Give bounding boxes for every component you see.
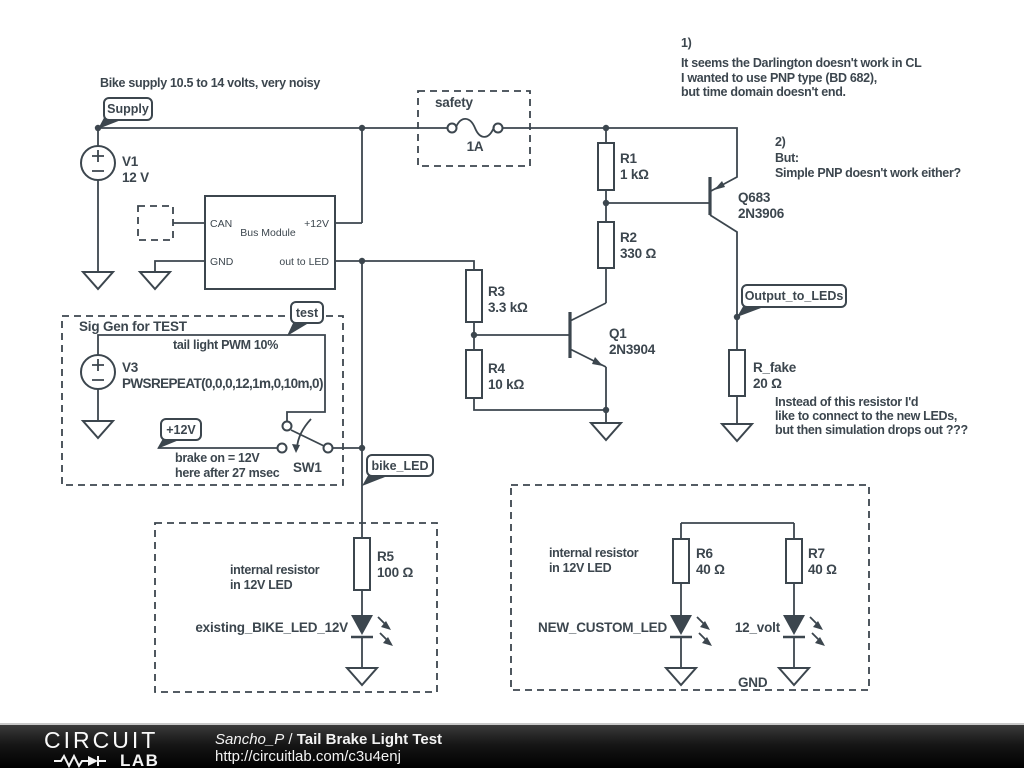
- wire-led-branches: [362, 523, 794, 668]
- junction: [359, 258, 365, 264]
- led-existing-name: existing_BIKE_LED_12V: [195, 620, 348, 635]
- switch-throw-arrow: [292, 444, 300, 453]
- flag-supply-label: Supply: [107, 102, 149, 116]
- switch-sw1: [278, 419, 333, 453]
- bus-pin-out-label: out to LED: [279, 256, 329, 268]
- r5-name: R5: [377, 549, 394, 564]
- led-new-custom: [670, 615, 712, 646]
- led-triangle: [351, 615, 373, 635]
- fuse-rating-label: 1A: [466, 139, 484, 154]
- right-box-note-line1: internal resistor: [549, 546, 639, 560]
- q1-value: 2N3904: [609, 342, 656, 357]
- transistor-q683-pnp: [710, 177, 725, 215]
- led-12-volt-name: 12_volt: [734, 620, 780, 635]
- rfake-note-line1: Instead of this resistor I'd: [775, 395, 919, 409]
- left-box-note-line2: in 12V LED: [230, 578, 293, 592]
- gnd-icon: [779, 668, 809, 685]
- led-12-volt: [783, 615, 825, 646]
- bus-module-title: Bus Module: [240, 227, 296, 239]
- q683-value: 2N3906: [738, 206, 785, 221]
- r7-value: 40 Ω: [808, 562, 837, 577]
- schematic-url[interactable]: http://circuitlab.com/c3u4enj: [215, 748, 401, 765]
- r2-name: R2: [620, 230, 637, 245]
- npn-emitter-arrow: [592, 357, 603, 366]
- flag-test-label: test: [295, 306, 319, 320]
- flag-output-to-leds: [737, 285, 846, 317]
- switch-terminal: [324, 444, 333, 453]
- brake-note-line2: here after 27 msec: [175, 466, 280, 480]
- logo-lab-text: LAB: [120, 751, 160, 770]
- right-box-note-line2: in 12V LED: [549, 561, 612, 575]
- source-v1: [81, 146, 115, 180]
- flag-supply: [98, 98, 152, 129]
- r4-value: 10 kΩ: [488, 377, 525, 392]
- r6-name: R6: [696, 546, 713, 561]
- v3-name: V3: [122, 360, 139, 375]
- junction: [359, 125, 365, 131]
- flag-test: [287, 302, 323, 336]
- note1-line3: but time domain doesn't end.: [681, 85, 846, 99]
- note1-line2: I wanted to use PNP type (BD 682),: [681, 71, 877, 85]
- switch-terminal: [278, 444, 287, 453]
- gnd-icon: [140, 272, 170, 289]
- switch-lever: [291, 430, 324, 446]
- rfake-note-line2: like to connect to the new LEDs,: [775, 409, 958, 423]
- rfake-note-line3: but then simulation drops out ???: [775, 423, 968, 437]
- sig-gen-box-label: Sig Gen for TEST: [79, 319, 187, 334]
- note1-line1: It seems the Darlington doesn't work in CL: [681, 56, 922, 70]
- resistor-diode-icon: [44, 754, 120, 768]
- fuse-terminal: [448, 124, 457, 133]
- junction: [603, 200, 609, 206]
- switch-terminal: [283, 422, 292, 431]
- resistor-r3: [466, 270, 482, 322]
- schematic-byline: [215, 731, 442, 748]
- note2-line1: But:: [775, 151, 799, 165]
- r1-name: R1: [620, 151, 637, 166]
- logo-circuit-text: CIRCUIT: [44, 727, 159, 753]
- fuse-wave: [456, 119, 494, 137]
- left-box-note-line1: internal resistor: [230, 563, 320, 577]
- pnp-emitter-arrow: [714, 181, 725, 190]
- resistor-rfake: [729, 350, 745, 396]
- flag-plus-12v-label: +12V: [166, 423, 196, 437]
- gnd-icon: [83, 421, 113, 438]
- circuitlab-footer: [0, 723, 1024, 768]
- note2-line2: Simple PNP doesn't work either?: [775, 166, 961, 180]
- bus-pin-can-label: CAN: [210, 218, 233, 230]
- r7-name: R7: [808, 546, 825, 561]
- gnd-icon: [347, 668, 377, 685]
- gnd-icon: [722, 424, 752, 441]
- resistor-r4: [466, 350, 482, 398]
- brake-note-line1: brake on = 12V: [175, 451, 260, 465]
- flag-output-to-leds-label: Output_to_LEDs: [744, 289, 844, 303]
- q683-name: Q683: [738, 190, 771, 205]
- bike-supply-note: Bike supply 10.5 to 14 volts, very noisy: [100, 76, 321, 90]
- flag-bike-led: [362, 455, 433, 486]
- wires: [98, 128, 794, 668]
- gnd-text-label: GND: [738, 675, 768, 690]
- safety-box-label: safety: [435, 95, 473, 110]
- fuse-terminal: [494, 124, 503, 133]
- bus-pin-12v-label: +12V: [304, 218, 329, 230]
- new-led-box: [511, 485, 869, 690]
- can-stub-box: [138, 206, 173, 240]
- schematic-meta: [215, 731, 442, 765]
- r1-value: 1 kΩ: [620, 167, 649, 182]
- gnd-icon: [83, 272, 113, 289]
- q1-name: Q1: [609, 326, 627, 341]
- rfake-value: 20 Ω: [753, 376, 782, 391]
- source-v3: [81, 355, 115, 389]
- sw1-name: SW1: [293, 460, 322, 475]
- led-existing-bike-led: [351, 615, 393, 646]
- bus-module: [205, 196, 335, 289]
- resistor-r2: [598, 222, 614, 268]
- junction: [359, 445, 365, 451]
- v1-name: V1: [122, 154, 139, 169]
- r6-value: 40 Ω: [696, 562, 725, 577]
- fuse-f1: [448, 119, 503, 137]
- schematic-title: Tail Brake Light Test: [296, 731, 443, 748]
- gnd-icon: [591, 423, 621, 440]
- existing-led-box: [155, 523, 437, 692]
- flag-bike-led-label: bike_LED: [371, 459, 429, 473]
- led-triangle: [783, 615, 805, 635]
- rfake-name: R_fake: [753, 360, 797, 375]
- junction: [603, 407, 609, 413]
- byline-divider: /: [288, 731, 293, 748]
- pwm-note: tail light PWM 10%: [173, 338, 279, 352]
- flag-plus-12v: [157, 419, 201, 449]
- junction: [603, 125, 609, 131]
- v3-value: PWSREPEAT(0,0,0,12,1m,0,10m,0): [122, 376, 323, 391]
- r3-name: R3: [488, 284, 505, 299]
- resistor-r5: [354, 538, 370, 590]
- v1-value: 12 V: [122, 170, 149, 185]
- resistor-r7: [786, 539, 802, 583]
- resistor-r1: [598, 143, 614, 190]
- note2-head: 2): [775, 135, 786, 149]
- led-new-custom-name: NEW_CUSTOM_LED: [538, 620, 667, 635]
- circuitlab-logo: [44, 729, 159, 769]
- r5-value: 100 Ω: [377, 565, 414, 580]
- r2-value: 330 Ω: [620, 246, 657, 261]
- led-triangle: [670, 615, 692, 635]
- r4-name: R4: [488, 361, 505, 376]
- author-name: Sancho_P: [215, 731, 285, 748]
- junction: [471, 332, 477, 338]
- bus-module-body: [205, 196, 335, 289]
- gnd-icon: [666, 668, 696, 685]
- r3-value: 3.3 kΩ: [488, 300, 528, 315]
- note1-head: 1): [681, 36, 692, 50]
- bus-pin-gnd-label: GND: [210, 256, 234, 268]
- resistor-r6: [673, 539, 689, 583]
